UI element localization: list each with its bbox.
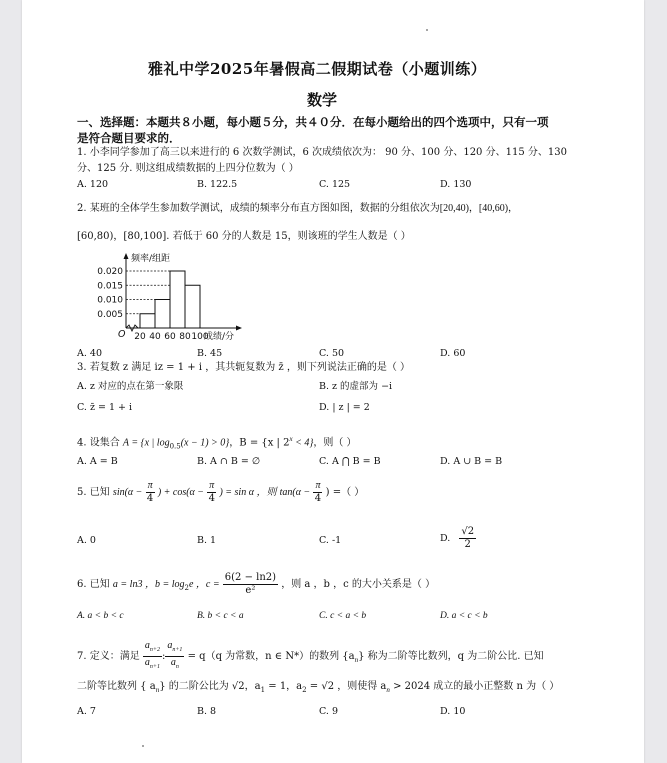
y-tick-label: 0.020 [97,267,123,277]
q2-option-c: C. 50 [319,348,345,359]
section-heading-line2: 是符合题目要求的． [77,131,181,145]
q3-option-d: D. | z | = 2 [319,402,370,413]
q2-text-line2: [60,80)，[80,100]. 若低于 60 分的人数是 15，则该班的学生人数是（ ） [77,231,411,242]
q1-option-b: B. 122.5 [197,179,238,190]
ratio-fraction-2: $\frac{a_{n+1}}{a_n}$ [167,640,183,670]
speck-dot [426,29,428,31]
x-tick-label: 40 [149,332,161,342]
q5-text: 5. 已知 sin(α − $\frac{\pi}{4}$ ) + cos(α − $\frac{\pi}{4}$ ) = sin α ，则 tan(α − $\frac{\pi}{4}$ ) =（ ） [77,480,365,504]
q6-option-a: A. a < b < c [77,611,124,621]
q4-option-c: C. A ⋂ B = B [319,456,381,467]
c-value-fraction: $\frac{6(2 - \ln 2)}{\text{e²}}$ [224,572,277,596]
q4-option-a: A. A = B [77,456,118,467]
pi-over-4-fraction: $\frac{\pi}{4}$ [208,480,215,504]
y-tick-label: 0.010 [97,295,123,306]
pi-over-4-fraction: $\frac{\pi}{4}$ [314,480,322,504]
histogram-bar [155,300,170,329]
q7-option-a: A. 7 [77,706,96,717]
q1-option-a: A. 120 [77,179,109,190]
q1-text-line2: 分、125 分. 则这组成绩数据的上四分位数为（ ） [77,163,299,174]
q3-text: 3. 若复数 z 满足 iz = 1 + i ，其共轭复数为 z̄ ，则下列说法正确的是（ ） [77,362,411,373]
histogram-bar [170,271,185,328]
q1-text-line1: 1. 小李同学参加了高三以来进行的 6 次数学测试，6 次成绩依次为： 90 分、100 分、120 分、115 分、130 [77,147,567,158]
pi-over-4-fraction: $\frac{\pi}{4}$ [146,480,154,504]
exam-page [22,0,644,763]
q2-option-a: A. 40 [77,348,102,359]
y-axis-title: 频率/组距 [131,254,171,264]
q1-option-d: D. 130 [440,179,472,190]
q7-option-d: D. 10 [440,706,466,717]
x-tick-label: 100 [191,332,209,342]
x-axis-title: 成绩/分 [204,332,235,342]
page-title: 雅礼中学2025年暑假高二假期试卷（小题训练） [148,60,487,78]
q7-text-line1: 7. 定义：满足 $\frac{a_{n+2}}{a_{n+1}}$ : $\frac{a_{n+1}}{a_n}$ = q（q 为常数，n ∈ N*）的数列 $\{a_n\}$ 称为二阶等比数列，q 为二阶公比. 已知 [77,640,544,673]
q6-option-d: D. a < c < b [440,611,488,621]
q5-option-d: D. $\frac{√2}{2}$ [440,526,475,550]
subject-title: 数学 [307,91,338,109]
q3-option-b: B. z 的虚部为 −i [319,381,393,392]
q7-option-b: B. 8 [197,706,217,717]
q6-option-c: C. c < a < b [319,611,367,621]
q4-text: 4. 设集合 A = {x | $\log_{0.5}(x - 1) > 0$}，B = {x | $2^x < 4$}，则（ ） [77,435,357,451]
q2-text-line1: 2. 某班的全体学生参加数学测试，成绩的频率分布直方图如图，数据的分组依次为[20,40)，[40,60)， [77,203,519,214]
q5-option-b: B. 1 [197,535,217,546]
q2-option-b: B. 45 [197,348,223,359]
q3-option-c: C. z̄ = 1 + i [77,402,133,413]
q2-option-d: D. 60 [440,348,466,359]
q7-text-line2: 二阶等比数列 { $a_n$} 的二阶公比为 √2，$a_1 = 1$，$a_2 = √2$ ，则使得 $a_n > 2024$ 成立的最小正整数 n 为（ ） [77,681,560,694]
q7-option-c: C. 9 [319,706,339,717]
x-tick-label: 20 [134,332,146,342]
q6-text: 6. 已知 a = ln3 ，$b = \log_2e$ ，c = $\frac{6(2 - \ln 2)}{\text{e²}}$ ，则 a ，b ，c 的大小关系是（ ） [77,572,436,596]
section-heading-line1: 一、选择题：本题共８小题，每小题５分，共４０分．在每小题给出的四个选项中，只有一项 [77,115,549,129]
ratio-fraction-1: $\frac{a_{n+2}}{a_{n+1}}$ [144,640,160,670]
x-tick-label: 80 [179,332,191,342]
q4-option-d: D. A ∪ B = B [440,456,503,467]
histogram-bar [185,285,200,328]
q4-option-b: B. A ∩ B = ∅ [197,456,261,467]
q5-option-c: C. -1 [319,535,342,546]
y-tick-label: 0.005 [97,309,123,320]
frequency-histogram [72,251,262,343]
speck-dot [142,745,144,747]
q3-option-a: A. z 对应的点在第一象限 [77,381,184,392]
y-axis-arrow [124,253,129,259]
q6-option-b: B. b < c < a [197,611,244,621]
q1-option-c: C. 125 [319,179,351,190]
x-tick-label: 60 [164,332,176,342]
x-axis-arrow [236,326,242,331]
y-tick-label: 0.015 [97,281,123,292]
root2-over-2-fraction: $\frac{√2}{2}$ [461,526,475,550]
q5-option-a: A. 0 [77,535,96,546]
origin-label: O [118,329,126,340]
histogram-bar [140,314,155,328]
